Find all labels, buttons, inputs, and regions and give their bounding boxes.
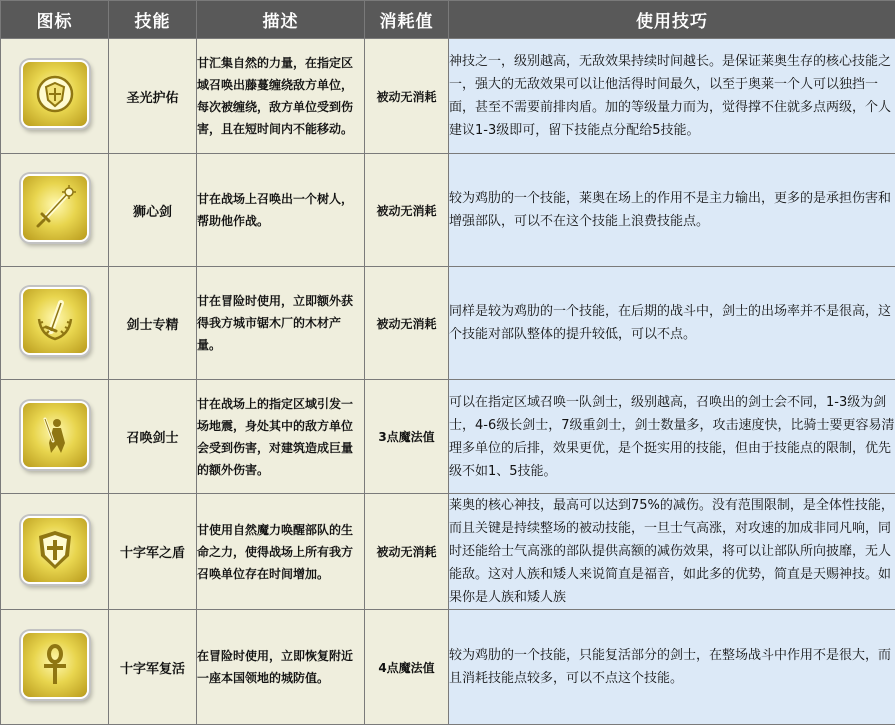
skill-desc: 在冒险时使用，立即恢复附近一座本国领地的城防值。 (197, 610, 365, 725)
skill-tip: 较为鸡肋的一个技能，莱奥在场上的作用不是主力输出，更多的是承担伤害和增强部队，可以不在这个技能上浪费技能点。 (449, 154, 895, 267)
icon-cell (1, 154, 109, 267)
cross-shield-icon (23, 518, 87, 582)
header-cost: 消耗值 (365, 1, 449, 39)
icon-cell (1, 380, 109, 494)
skill-name: 圣光护佑 (109, 39, 197, 154)
table-row (1, 39, 895, 154)
skill-cost: 被动无消耗 (365, 39, 449, 154)
skill-name: 十字军复活 (109, 610, 197, 725)
header-tips: 使用技巧 (449, 1, 895, 39)
skill-name: 召唤剑士 (109, 380, 197, 494)
icon-cell (1, 39, 109, 154)
skill-tip: 较为鸡肋的一个技能，只能复活部分的剑士，在整场战斗中作用不是很大，而且消耗技能点较多，可以不点这个技能。 (449, 610, 895, 725)
ankh-icon (23, 633, 87, 697)
skill-name: 狮心剑 (109, 154, 197, 267)
swordsman-icon (23, 403, 87, 467)
skill-cost: 4点魔法值 (365, 610, 449, 725)
header-skill: 技能 (109, 1, 197, 39)
skill-tip: 可以在指定区域召唤一队剑士，级别越高，召唤出的剑士会不同，1-3级为剑士，4-6级长剑士，7级重剑士，剑士数量多，攻击速度快，比骑士要更容易清理多单位的后排，效果更优，是个挺实用的技能，但由于技能点的限制，优先级不如1、5技能。 (449, 380, 895, 494)
icon-cell (1, 267, 109, 380)
skill-tip: 莱奥的核心神技，最高可以达到75%的减伤。没有范围限制，是全体性技能，而且关键是持续整场的被动技能，一旦士气高涨，对攻速的加成非同凡响，同时还能给士气高涨的部队提供高额的减伤效果，将可以让部队所向披靡，无人能敌。这对人族和矮人来说简直是福音，如此多的优势，简直是天赐神技。如果你是人族和矮人族 (449, 494, 895, 610)
icon-cell (1, 494, 109, 610)
skill-tip: 神技之一，级别越高，无敌效果持续时间越长。是保证莱奥生存的核心技能之一，强大的无敌效果可以让他活得时间最久，以至于奥莱一个人可以独挡一面，甚至不需要前排肉盾。加的等级量力而为，觉得撑不住就多点两级，个人建议1-3级即可，留下技能点分配给5技能。 (449, 39, 895, 154)
table-row (1, 610, 895, 725)
table-row (1, 494, 895, 610)
icon-cell (1, 610, 109, 725)
header-desc: 描述 (197, 1, 365, 39)
skill-name: 剑士专精 (109, 267, 197, 380)
skill-name: 十字军之盾 (109, 494, 197, 610)
skill-tip: 同样是较为鸡肋的一个技能，在后期的战斗中，剑士的出场率并不是很高，这个技能对部队整体的提升较低，可以不点。 (449, 267, 895, 380)
skill-desc: 甘在战场上的指定区域引发一场地震，身处其中的敌方单位会受到伤害，对建筑造成巨量的额外伤害。 (197, 380, 365, 494)
sword-laurel-icon (23, 289, 87, 353)
skill-cost: 被动无消耗 (365, 494, 449, 610)
table-row (1, 380, 895, 494)
shield-orb-icon (23, 62, 87, 126)
table-row (1, 154, 895, 267)
skill-cost: 被动无消耗 (365, 267, 449, 380)
glowing-sword-icon (23, 176, 87, 240)
header-icon: 图标 (1, 1, 109, 39)
skill-cost: 3点魔法值 (365, 380, 449, 494)
skill-cost: 被动无消耗 (365, 154, 449, 267)
skill-desc: 甘在冒险时使用，立即额外获得我方城市锯木厂的木材产量。 (197, 267, 365, 380)
skill-desc: 甘汇集自然的力量，在指定区域召唤出藤蔓缠绕敌方单位，每次被缠绕，敌方单位受到伤害，且在短时间内不能移动。 (197, 39, 365, 154)
skill-desc: 甘在战场上召唤出一个树人，帮助他作战。 (197, 154, 365, 267)
skill-desc: 甘使用自然魔力唤醒部队的生命之力，使得战场上所有我方召唤单位存在时间增加。 (197, 494, 365, 610)
header-row (1, 1, 895, 39)
table-row (1, 267, 895, 380)
